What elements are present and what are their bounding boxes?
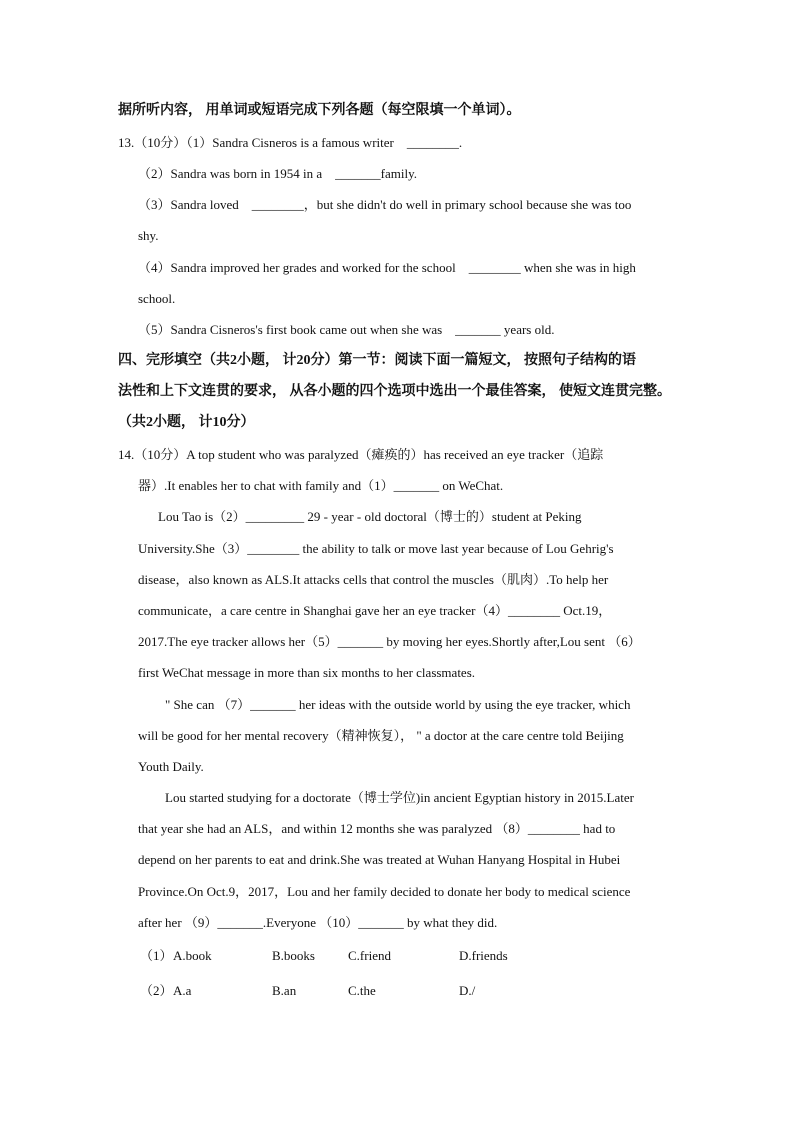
q14-p4-line-1: Lou started studying for a doctorate（博士学位)in ancient Egyptian history in 2015.Later (165, 790, 634, 805)
q14-p4-line-2: that year she had an ALS，and within 12 months she was paralyzed （8）________ had to (138, 821, 616, 836)
option-number: （2） (140, 983, 173, 998)
q14-p3-line-1: " She can （7）_______ her ideas with the outside world by using the eye tracker, which (165, 697, 631, 712)
section4-heading-line-3: （共2小题， 计10分） (118, 415, 255, 430)
listening-instruction: 据所听内容， 用单词或短语完成下列各题（每空限填一个单词）。 (118, 103, 521, 118)
q14-p4-line-5: after her （9）_______.Everyone （10）_______ by what they did. (138, 915, 498, 930)
q14-p1-line-2: 器）.It enables her to chat with family and（1）_______ on WeChat. (138, 478, 504, 493)
option-c: C.the (348, 983, 376, 998)
option-number: （1） (140, 948, 173, 963)
q13-line-5: （5）Sandra Cisneros's first book came out when she was _______ years old. (138, 322, 555, 337)
q14-p1-line-1: 14.（10分）A top student who was paralyzed（瘫痪的）has received an eye tracker（追踪 (118, 447, 604, 462)
q14-p2-line-5: 2017.The eye tracker allows her（5）_______ by moving her eyes.Shortly after,Lou sent （6） (138, 634, 641, 649)
q14-p2-line-2: University.She（3）________ the ability to talk or move last year because of Lou Gehrig's (138, 541, 614, 556)
option-c: C.friend (348, 948, 391, 963)
q13-line-3a: （3）Sandra loved ________，but she didn't do well in primary school because she was too (138, 197, 632, 212)
q14-p3-line-2: will be good for her mental recovery（精神恢复）， " a doctor at the care centre told Beijing (138, 728, 624, 743)
q13-line-1: 13.（10分）（1）Sandra Cisneros is a famous writer ________. (118, 135, 463, 150)
q14-p3-line-3: Youth Daily. (138, 759, 204, 774)
option-a: A.a (173, 983, 192, 998)
q14-p4-line-3: depend on her parents to eat and drink.She was treated at Wuhan Hanyang Hospital in Hubei (138, 852, 621, 867)
q13-line-2: （2）Sandra was born in 1954 in a _______family. (138, 166, 417, 181)
option-b: B.an (272, 983, 297, 998)
section4-heading-line-1: 四、完形填空（共2小题， 计20分）第一节：阅读下面一篇短文， 按照句子结构的语 (118, 353, 636, 368)
q13-line-4b: school. (138, 291, 176, 306)
q13-line-3b: shy. (138, 228, 159, 243)
q14-p4-line-4: Province.On Oct.9，2017，Lou and her family decided to donate her body to medical science (138, 884, 631, 899)
option-d: D./ (459, 983, 476, 998)
q14-p2-line-4: communicate，a care centre in Shanghai gave her an eye tracker（4）________ Oct.19， (138, 603, 612, 618)
option-a: A.book (173, 948, 212, 963)
option-d: D.friends (459, 948, 508, 963)
q14-p2-line-1: Lou Tao is（2）_________ 29 - year - old doctoral（博士的）student at Peking (158, 509, 582, 524)
section4-heading-line-2: 法性和上下文连贯的要求， 从各小题的四个选项中选出一个最佳答案， 使短文连贯完整。 (118, 384, 671, 399)
q14-p2-line-6: first WeChat message in more than six months to her classmates. (138, 665, 476, 680)
q14-p2-line-3: disease，also known as ALS.It attacks cells that control the muscles（肌肉）.To help her (138, 572, 609, 587)
q13-line-4a: （4）Sandra improved her grades and worked for the school ________ when she was in high (138, 260, 636, 275)
option-b: B.books (272, 948, 315, 963)
